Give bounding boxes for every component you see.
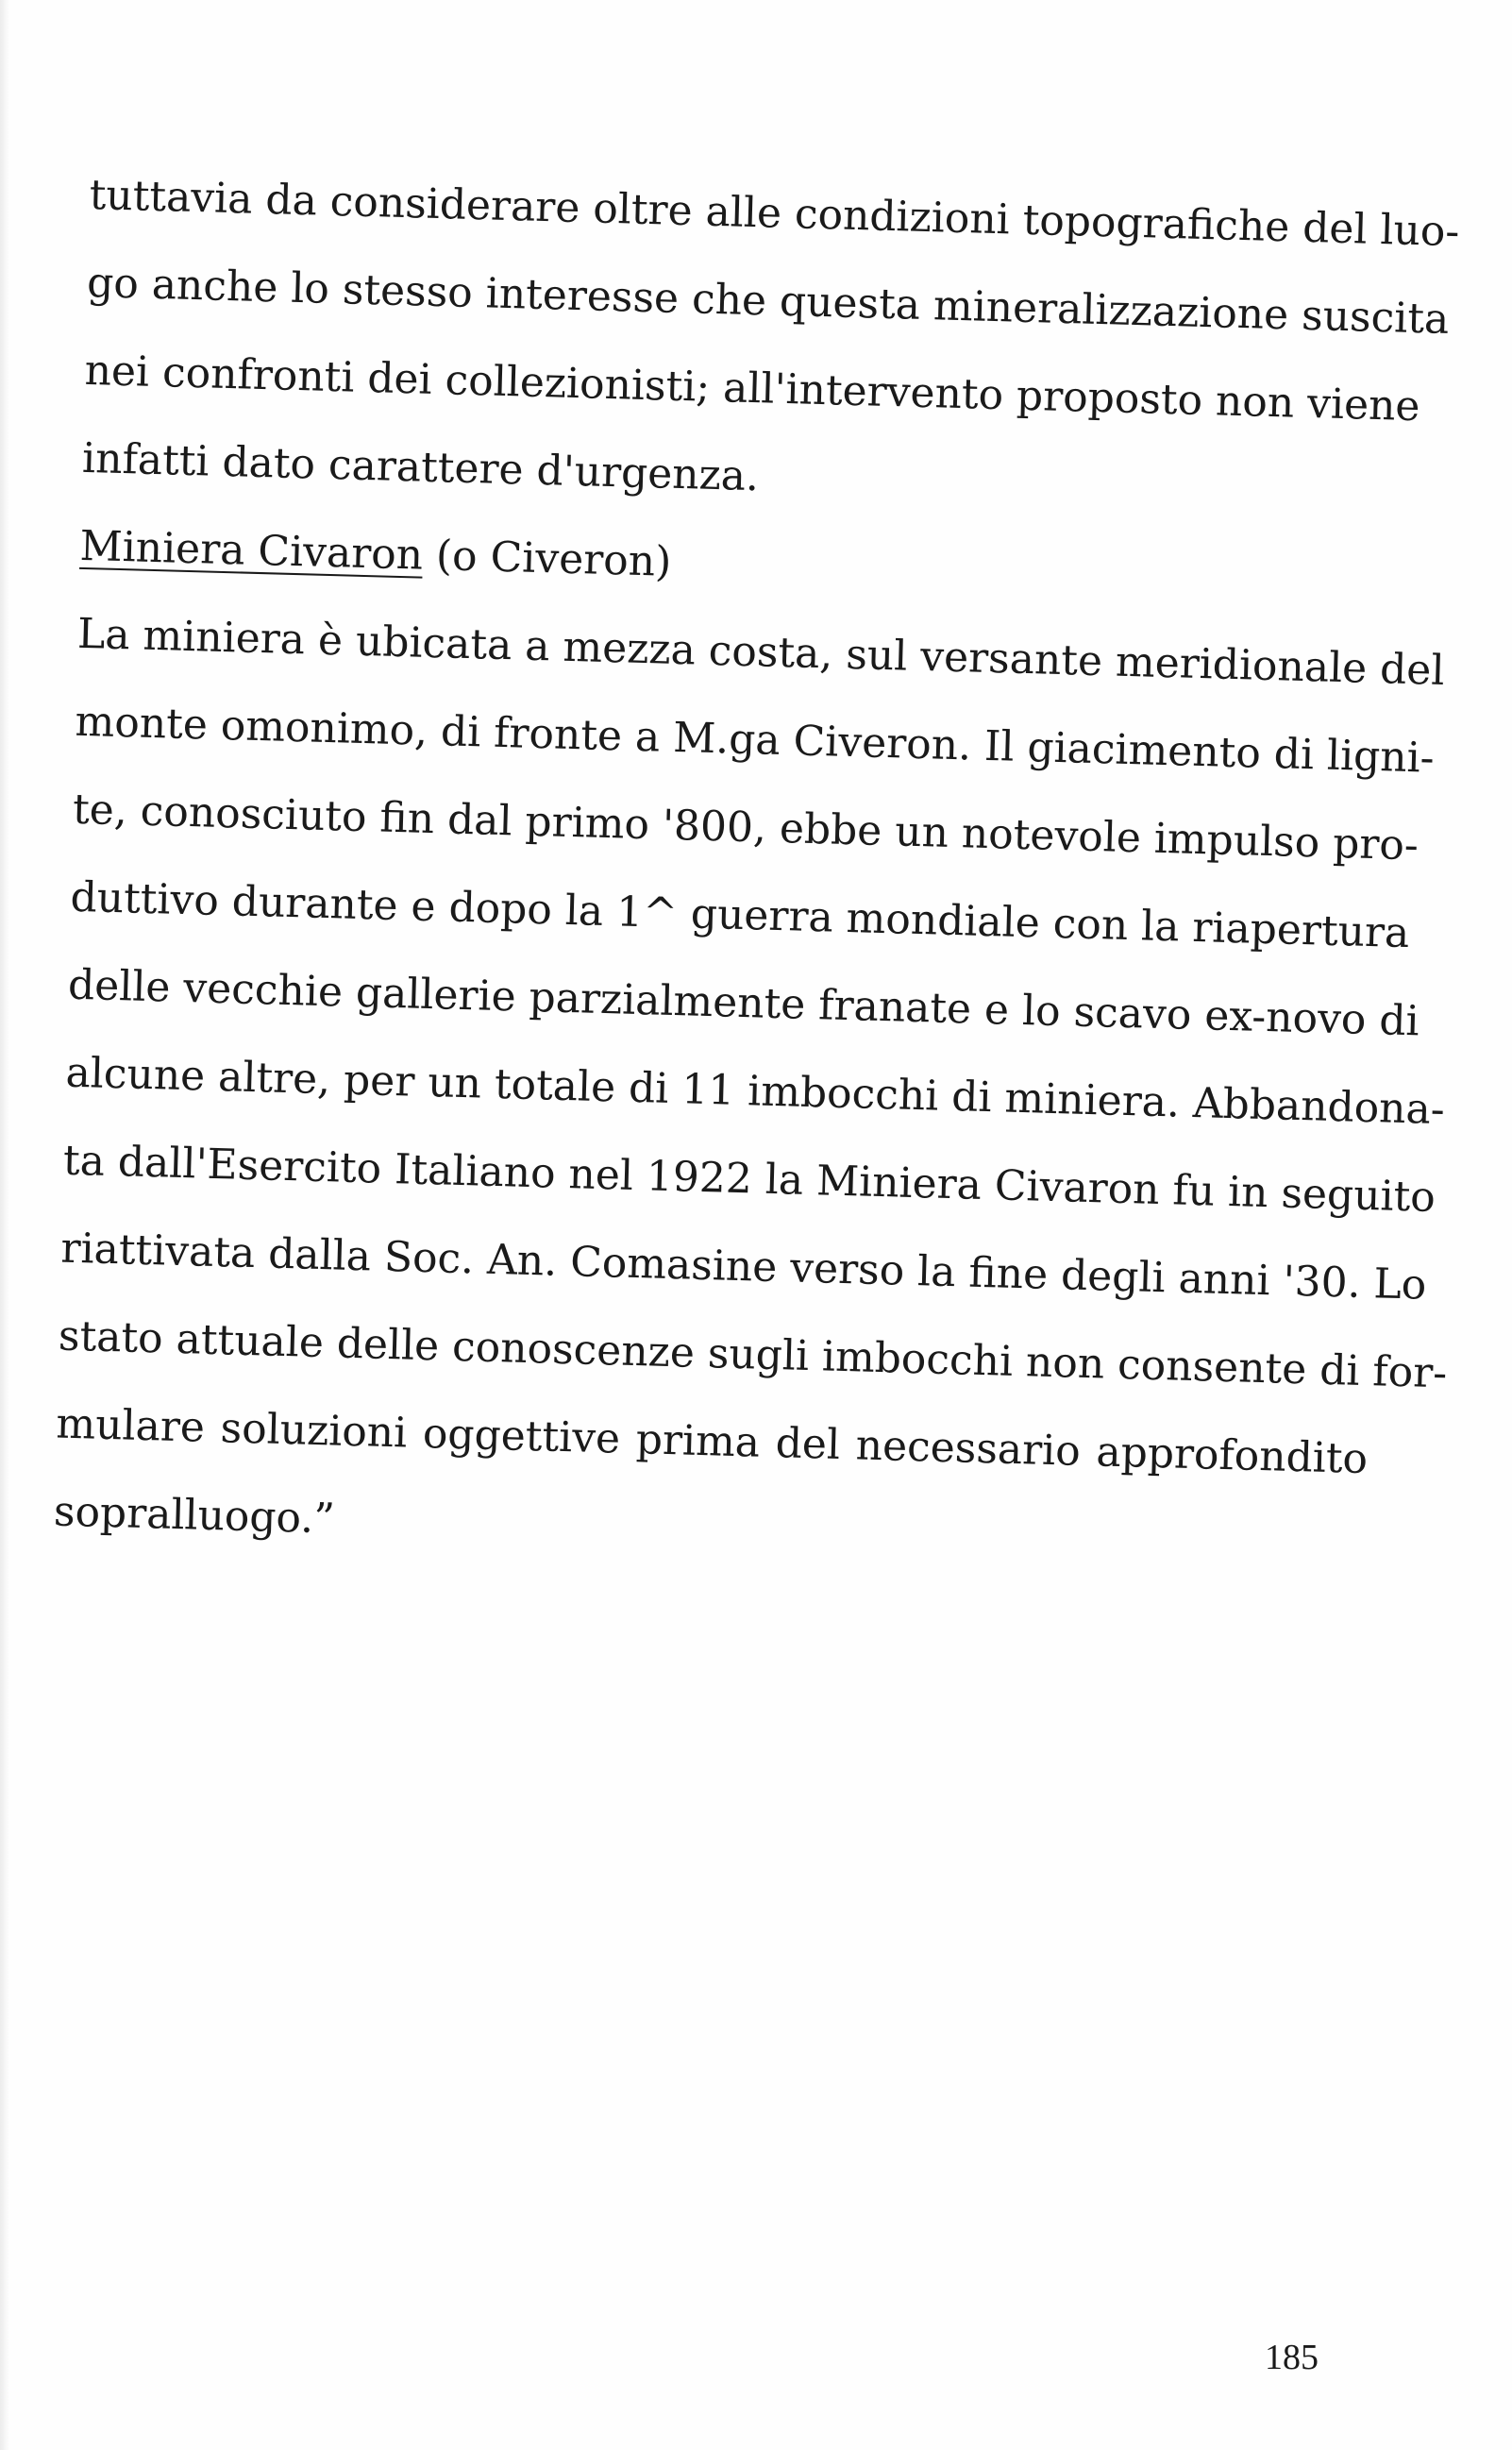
body-line: riattivata dalla Soc. An. Comasine verso la fine degli anni '30. Lo — [59, 1224, 1427, 1309]
body-line: monte omonimo, di fronte a M.ga Civeron. Il giacimento di ligni- — [74, 697, 1436, 783]
section-subtitle: (o Civeron) — [422, 531, 672, 586]
scan-edge-shadow — [0, 0, 9, 2450]
body-line: sopralluogo.” — [53, 1487, 336, 1544]
body-line: infatti dato carattere d'urgenza. — [81, 433, 760, 501]
body-line: La miniera è ubicata a mezza costa, sul versante meridionale del — [76, 609, 1446, 695]
body-line: nei confronti dei collezionisti; all'intervento proposto non viene — [84, 346, 1421, 431]
body-line: stato attuale delle conoscenze sugli imbocchi non consente di for- — [58, 1311, 1448, 1398]
body-line: tuttavia da considerare oltre alle condizioni topografiche del luo- — [89, 170, 1460, 257]
page-number: 185 — [1265, 2338, 1319, 2377]
body-line: te, conosciuto fin dal primo '800, ebbe un notevole impulso pro- — [72, 785, 1420, 870]
body-line: delle vecchie gallerie parzialmente franate e lo scavo ex-novo di — [67, 960, 1420, 1046]
body-line: ta dall'Esercito Italiano nel 1922 la Miniera Civaron fu in seguito — [62, 1136, 1436, 1222]
body-line: go anche lo stesso interesse che questa mineralizzazione suscita — [86, 258, 1450, 344]
body-text — [53, 151, 1460, 1591]
section-title: Miniera Civaron — [78, 521, 424, 580]
body-line: duttivo durante e dopo la 1^ guerra mondiale con la riapertura — [69, 872, 1410, 958]
body-line: mulare soluzioni oggettive prima del necessario approfondito — [55, 1399, 1369, 1484]
body-line: alcune altre, per un totale di 11 imbocchi di miniera. Abbandona- — [64, 1048, 1446, 1135]
